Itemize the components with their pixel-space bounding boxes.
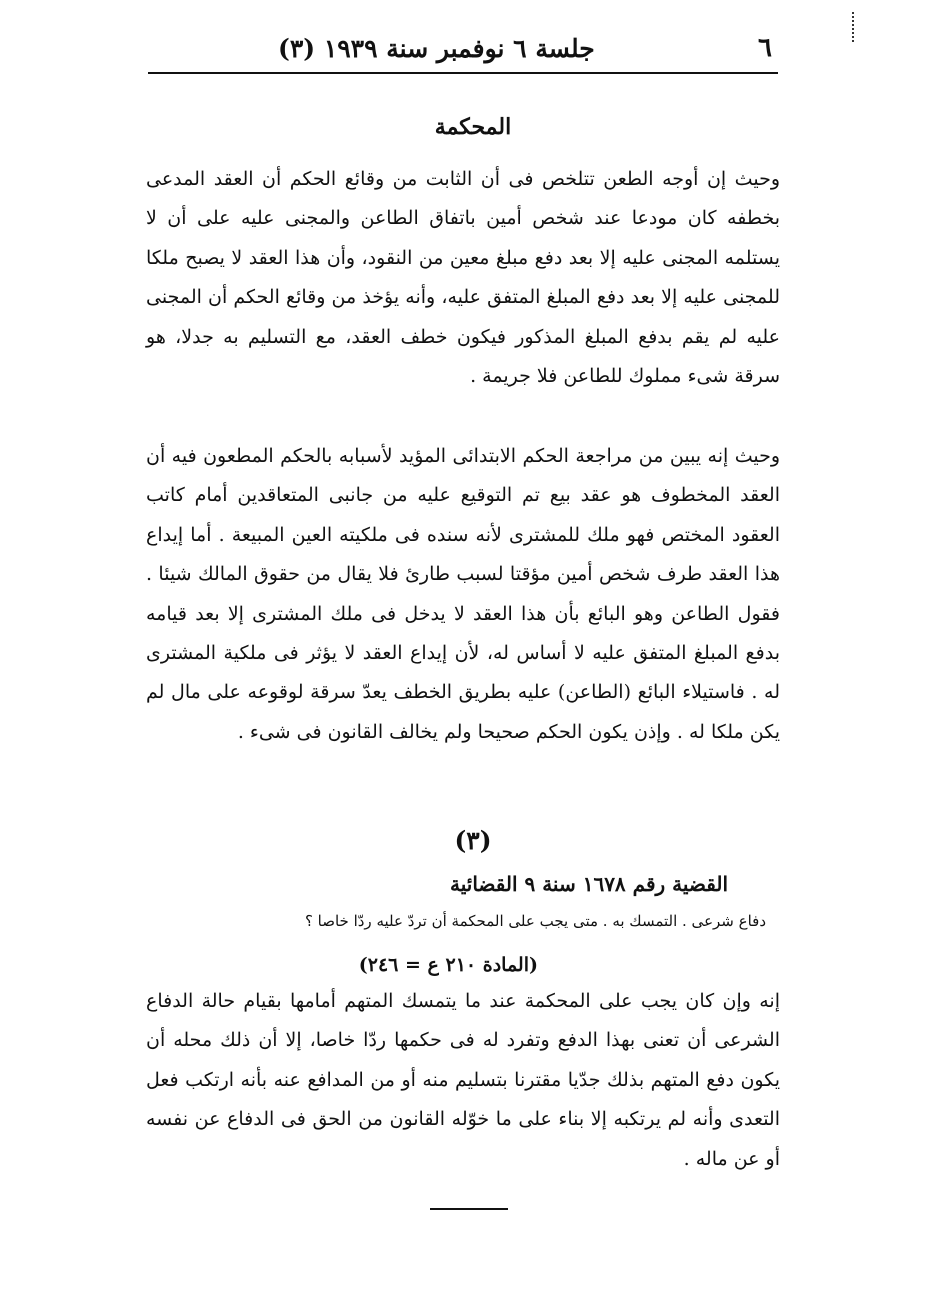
case-reference: القضية رقم ١٦٧٨ سنة ٩ القضائية [450,872,728,896]
paragraph-1: وحيث إن أوجه الطعن تتلخص فى أن الثابت من وقائع الحكم أن العقد المدعى بخطفه كان مودعا عند شخص أمين باتفاق الطاعن والمجنى عليه على أن لا يستلمه المجنى عليه إلا بعد دفع مبلغ معين من النقود، وأن هذا العقد لا يصبح ملكا للمجنى عليه إلا بعد دفع المبلغ المتفق عليه، وأنه يؤخذ من وقائع الحكم أن المجنى عليه لم يقم بدفع المبلغ المذكور فيكون خطف العقد، مع التسليم به جدلا، هو سرقة شىء مملوك للطاعن فلا جريمة . [146,168,780,388]
article-reference: (المادة ٢١٠ ع = ٢٤٦) [358,954,538,976]
case-number: (٣) [454,826,492,855]
paragraph-2: وحيث إنه يبين من مراجعة الحكم الابتدائى المؤيد لأسبابه بالحكم المطعون فيه أن العقد المخطوف هو عقد بيع تم التوقيع عليه من جانبى المتعاقدين أمام كاتب العقود المختص فهو ملك للمشترى لأنه سنده فى ملكيته العين المبيعة . أما إيداع هذا العقد طرف شخص أمين مؤقتا لسبب طارئ فلا يقال من حقوق المالك شيئا . فقول الطاعن وهو البائع بأن هذا العقد لا يدخل فى ملك المشترى إلا بعد قيامه بدفع المبلغ المتفق عليه لا أساس له، لأن إيداع العقد لا يؤثر فى ملكية المشترى له . فاستيلاء البائع (الطاعن) عليه بطريق الخطف يعدّ سرقة لوقوعه على مال لم يكن ملكا له . وإذن يكون الحكم صحيحا ولم يخالف القانون فى شىء . [146,445,780,743]
page-number: ٦ [758,33,772,63]
paragraph-3: إنه وإن كان يجب على المحكمة عند ما يتمسك المتهم أمامها بقيام حالة الدفاع الشرعى أن تعنى بهذا الدفع وتفرد له فى حكمها ردّا خاصا، إلا أن ذلك محله أن يكون دفع المتهم بذلك جدّيا مقترنا بتسليم منه أو من المدافع عنه بأنه ارتكب فعل التعدى وأنه لم يرتكبه إلا بناء على ما خوّله القانون من الحق فى الدفاع عن نفسه أو عن ماله . [146,990,780,1170]
end-rule [430,1208,508,1210]
page-header [148,24,778,74]
case-headnote: دفاع شرعى . التمسك به . متى يجب على المحكمة أن تردّ عليه ردّا خاصا ؟ [304,912,766,930]
section-title: المحكمة [434,114,512,140]
margin-mark [852,12,856,42]
running-head: جلسة ٦ نوفمبر سنة ١٩٣٩ (٣) [278,33,595,63]
